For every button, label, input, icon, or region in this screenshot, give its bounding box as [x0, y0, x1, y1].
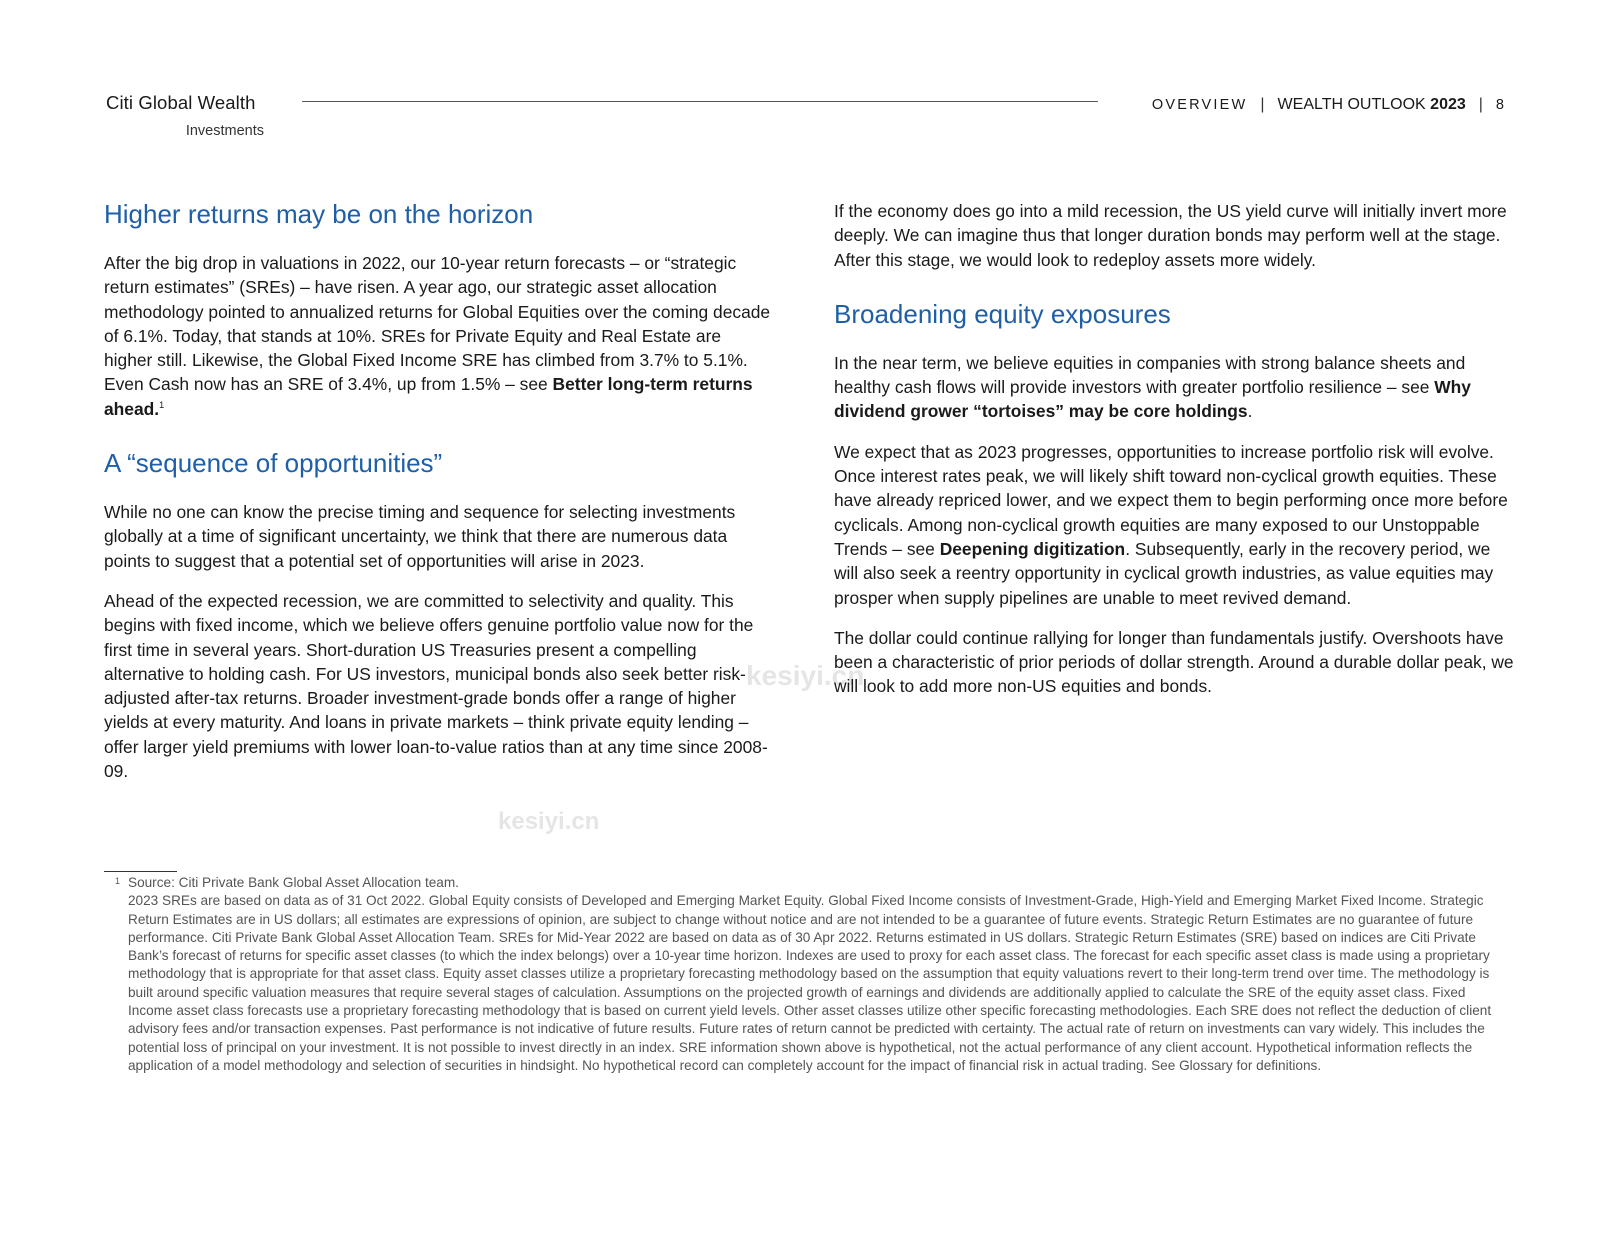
watermark: kesiyi.cn: [746, 660, 865, 691]
watermark: kesiyi.cn: [498, 808, 600, 835]
cross-reference: Better long-term returns ahead: [104, 374, 753, 419]
footnote-number: 1: [115, 876, 121, 886]
cross-reference: Why dividend grower “tortoises” may be core holdings: [834, 377, 1471, 422]
body-paragraph: After the big drop in valuations in 2022, our 10-year return forecasts – or “strategic return estimates” (SREs) – have risen. A year ago, our strategic asset allocation methodology pointed to annualized returns for Global Equities over the coming decade of 6.1%. Today, that stands at 10%. SREs for Private Equity and Real Estate are higher still. Likewise, the Global Fixed Income SRE has climbed from 3.7% to 5.1%. Even Cash now has an SRE of 3.4%, up from 1.5% – see Better long-term returns ahead.$^1$: [104, 253, 771, 419]
brand: [106, 92, 264, 139]
section-heading: A “sequence of opportunities”: [104, 448, 443, 479]
body-paragraph: The dollar could continue rallying for longer than fundamentals justify. Overshoots have been a characteristic of prior periods of dollar strength. Around a durable dollar peak, we will look to add more non-US equities and bonds.: [834, 627, 1514, 697]
footnote: [115, 874, 1505, 1075]
footnote-reference: 1: [159, 399, 165, 410]
section-heading: Higher returns may be on the horizon: [104, 199, 534, 229]
cross-reference: Deepening digitization: [939, 538, 1126, 559]
page-number: 8: [1495, 97, 1504, 113]
brand-name: Citi Global Wealth: [106, 92, 256, 113]
running-header: [1152, 96, 1504, 114]
body-paragraph: If the economy does go into a mild recession, the US yield curve will initially invert more deeply. We can imagine thus that longer duration bonds may perform well at the stage. After this stage, we would look to redeploy assets more widely.: [834, 201, 1507, 270]
body-paragraph: Ahead of the expected recession, we are committed to selectivity and quality. This begins with fixed income, which we believe offers genuine portfolio value now for the first time in several years. Short-duration US Treasuries present a compelling alternative to holding cash. For US investors, municipal bonds also seek better risk-adjusted after-tax returns. Broader investment-grade bonds offer a range of higher yields at every maturity. And loans in private markets – think private equity lending – offer larger yield premiums with lower loan-to-value ratios than at any time since 2008-09.: [104, 590, 768, 782]
footnote-body: 2023 SREs are based on data as of 31 Oct 2022. Global Equity consists of Developed and Emerging Market Equity. Global Fixed Income consists of Investment-Grade, High-Yield and Emerging Market Fixed Income. Strategic Return Estimates are in US dollars; all estimates are expressions of opinion, are subject to change without notice and are not intended to be a guarantee of future events. Strategic Return Estimates are no guarantee of future performance. Citi Private Bank Global Asset Allocation Team. SREs for Mid-Year 2022 are based on data as of 30 Apr 2022. Returns estimated in US dollars. Strategic Return Estimates (SRE) based on indices are Citi Private Bank’s forecast of returns for specific asset classes (to which the index belongs) over a 10-year time horizon. Indexes are used to proxy for each asset class. The forecast for each specific asset class is made using a proprietary methodology that is appropriate for that asset class. Equity asset classes utilize a proprietary forecasting methodology based on the assumption that equity valuations revert to their long-term trend over time. The methodology is built around specific valuation measures that require several stages of calculation. Assumptions on the projected growth of earnings and dividends are additionally applied to calculate the SRE of the equity asset class. Fixed Income asset class forecasts use a proprietary forecasting methodology that is based on current yield levels. Other asset classes utilize other specific forecasting methodologies. Each SRE does not reflect the deduction of client advisory fees and/or transaction expenses. Past performance is not indicative of future results. Future rates of return cannot be predicted with certainty. The actual rate of return on investments can vary widely. This includes the potential loss of principal on your investment. It is not possible to invest directly in an index. SRE information shown above is hypothetical, not the actual performance of any client account. Hypothetical information reflects the application of a model methodology and selection of securities in hindsight. No hypothetical record can completely account for the impact of financial risk in actual trading. See Glossary for definitions.: [128, 893, 1492, 1073]
brand-subtitle: Investments: [185, 123, 264, 139]
header-rule: [302, 101, 1098, 102]
publication-title: WEALTH OUTLOOK: [1277, 96, 1426, 113]
section-label: OVERVIEW: [1151, 97, 1248, 113]
footnote-source: Source: Citi Private Bank Global Asset Allocation team.: [128, 875, 459, 890]
body-paragraph: While no one can know the precise timing and sequence for selecting investments globally at a time of significant uncertainty, we think that there are numerous data points to suggest that a potential set of opportunities will arise in 2023.: [104, 502, 736, 571]
header-separator: |: [1260, 96, 1265, 113]
body-paragraph: In the near term, we believe equities in companies with strong balance sheets and healthy cash flows will provide investors with greater portfolio resilience – see Why dividend grower “tortoises” may be core holdings.: [834, 352, 1471, 422]
right-column: [834, 199, 1514, 699]
section-heading: Broadening equity exposures: [834, 298, 1171, 329]
header-separator: |: [1478, 96, 1483, 113]
publication-year: 2023: [1430, 96, 1466, 113]
body-paragraph: We expect that as 2023 progresses, opportunities to increase portfolio risk will evolve. Once interest rates peak, we will likely shift toward non-cyclical growth equities. These have already repriced lower, and we expect them to begin performing once more before cyclicals. Among non-cyclical growth equities are many exposed to our Unstoppable Trends – see Deepening digitization. Subsequently, early in the recovery period, we will also seek a reentry opportunity in cyclical growth industries, as value equities may prosper when supply pipelines are unable to meet revived demand.: [834, 441, 1508, 608]
left-column: [104, 198, 774, 783]
